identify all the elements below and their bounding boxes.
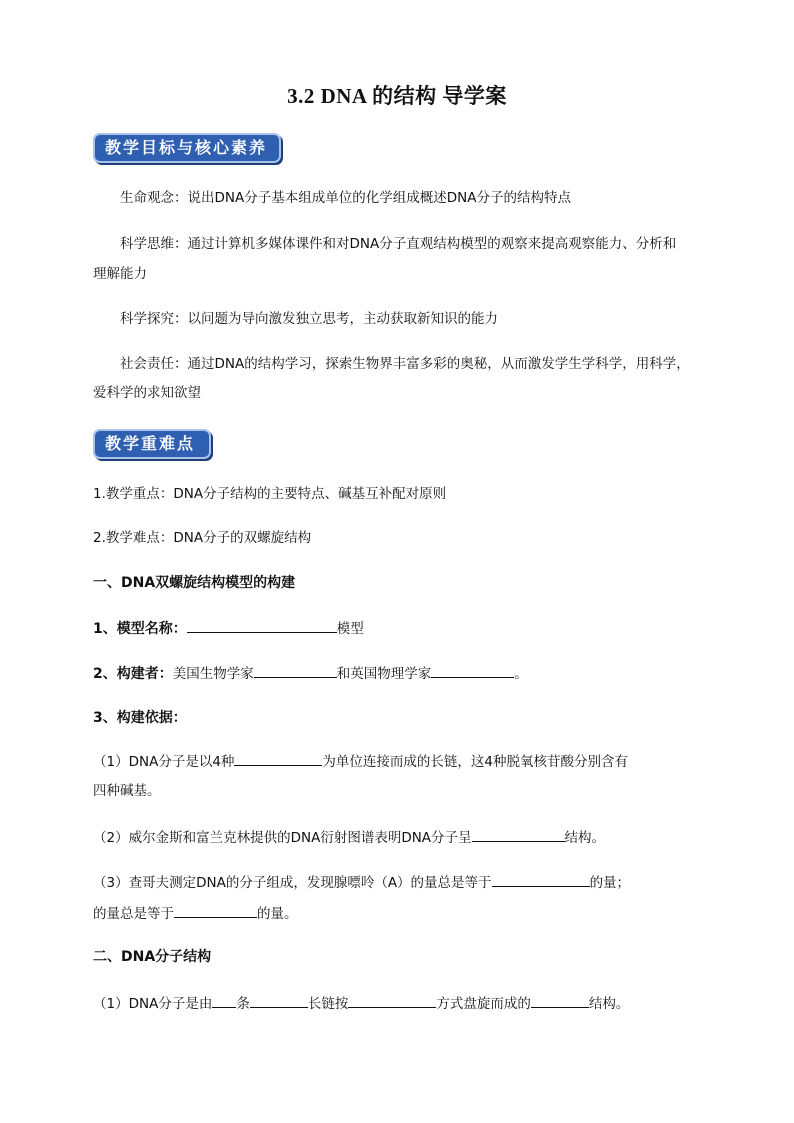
blank-model-name[interactable] <box>187 618 337 633</box>
goal-social-responsibility: 社会责任：通过DNA的结构学习，探索生物界丰富多彩的奥秘，从而激发学生学科学，用科学， <box>120 356 690 372</box>
item3-text-c: 的量总是等于 <box>93 906 174 922</box>
part1-item-1-cont: 四种碱基。 <box>93 783 161 799</box>
blank-helix-structure[interactable] <box>531 993 589 1008</box>
part2-heading: 二、DNA分子结构 <box>93 949 212 965</box>
part2-item1-text-b: 条 <box>236 996 250 1012</box>
part1-heading: 一、DNA双螺旋结构模型的构建 <box>93 575 296 591</box>
part2-item1-text-e: 结构。 <box>588 996 630 1012</box>
part1-question-1 <box>93 618 703 639</box>
blank-coil-manner[interactable] <box>348 993 436 1008</box>
blank-equal-base-1[interactable] <box>492 872 590 887</box>
goal-scientific-thinking-cont: 理解能力 <box>93 266 147 282</box>
blank-unit[interactable] <box>234 751 322 766</box>
goal-social-responsibility-cont: 爱科学的求知欲望 <box>93 385 201 401</box>
item1-text-b: 为单位连接而成的长链，这4种脱氧核苷酸分别含有 <box>322 754 629 770</box>
goal-scientific-thinking: 科学思维：通过计算机多媒体课件和对DNA分子直观结构模型的观察来提高观察能力、分析和 <box>120 236 677 252</box>
item2-text-b: 结构。 <box>564 830 606 846</box>
goal-scientific-inquiry: 科学探究：以问题为导向激发独立思考，主动获取新知识的能力 <box>120 311 498 327</box>
q2-text-a: 美国生物学家 <box>172 666 254 682</box>
item2-text-a: （2）威尔金斯和富兰克林提供的DNA衍射图谱表明DNA分子呈 <box>93 830 472 846</box>
part2-item1-text-c: 长链按 <box>307 996 349 1012</box>
item1-text-a: （1）DNA分子是以4种 <box>93 754 235 770</box>
teaching-key-point: 1.教学重点：DNA分子结构的主要特点、碱基互补配对原则 <box>93 486 447 502</box>
q2-label: 2、构建者： <box>93 666 173 682</box>
part2-item-1 <box>93 993 703 1014</box>
q1-label: 1、模型名称： <box>93 621 187 637</box>
q2-text-c: 。 <box>514 666 528 682</box>
blank-strand-count[interactable] <box>212 993 236 1008</box>
section-badge-key-points: 教学重难点 <box>93 429 211 459</box>
part2-item1-text-d: 方式盘旋而成的 <box>436 996 531 1012</box>
document-title: 3.2 DNA 的结构 导学案 <box>287 84 507 108</box>
blank-biologist[interactable] <box>254 663 337 678</box>
part1-item-2 <box>93 827 703 848</box>
blank-structure[interactable] <box>472 827 565 842</box>
part1-item-1 <box>93 751 703 772</box>
item3-text-b: 的量； <box>589 875 631 891</box>
item3-text-a: （3）查哥夫测定DNA的分子组成，发现腺嘌呤（A）的量总是等于 <box>93 875 492 891</box>
blank-strand-type[interactable] <box>250 993 308 1008</box>
part2-item1-text-a: （1）DNA分子是由 <box>93 996 213 1012</box>
part1-item-3-cont <box>93 903 703 924</box>
blank-physicist[interactable] <box>431 663 514 678</box>
teaching-difficult-point: 2.教学难点：DNA分子的双螺旋结构 <box>93 530 312 546</box>
section-badge-teaching-goals: 教学目标与核心素养 <box>93 133 281 163</box>
q1-suffix: 模型 <box>336 621 364 637</box>
blank-equal-base-2[interactable] <box>174 903 257 918</box>
item3-text-d: 的量。 <box>257 906 298 922</box>
part1-item-3 <box>93 872 703 893</box>
q2-text-b: 和英国物理学家 <box>336 666 432 682</box>
part1-question-2 <box>93 663 703 684</box>
goal-life-concept: 生命观念：说出DNA分子基本组成单位的化学组成概述DNA分子的结构特点 <box>120 190 571 206</box>
part1-question-3: 3、构建依据： <box>93 710 187 726</box>
